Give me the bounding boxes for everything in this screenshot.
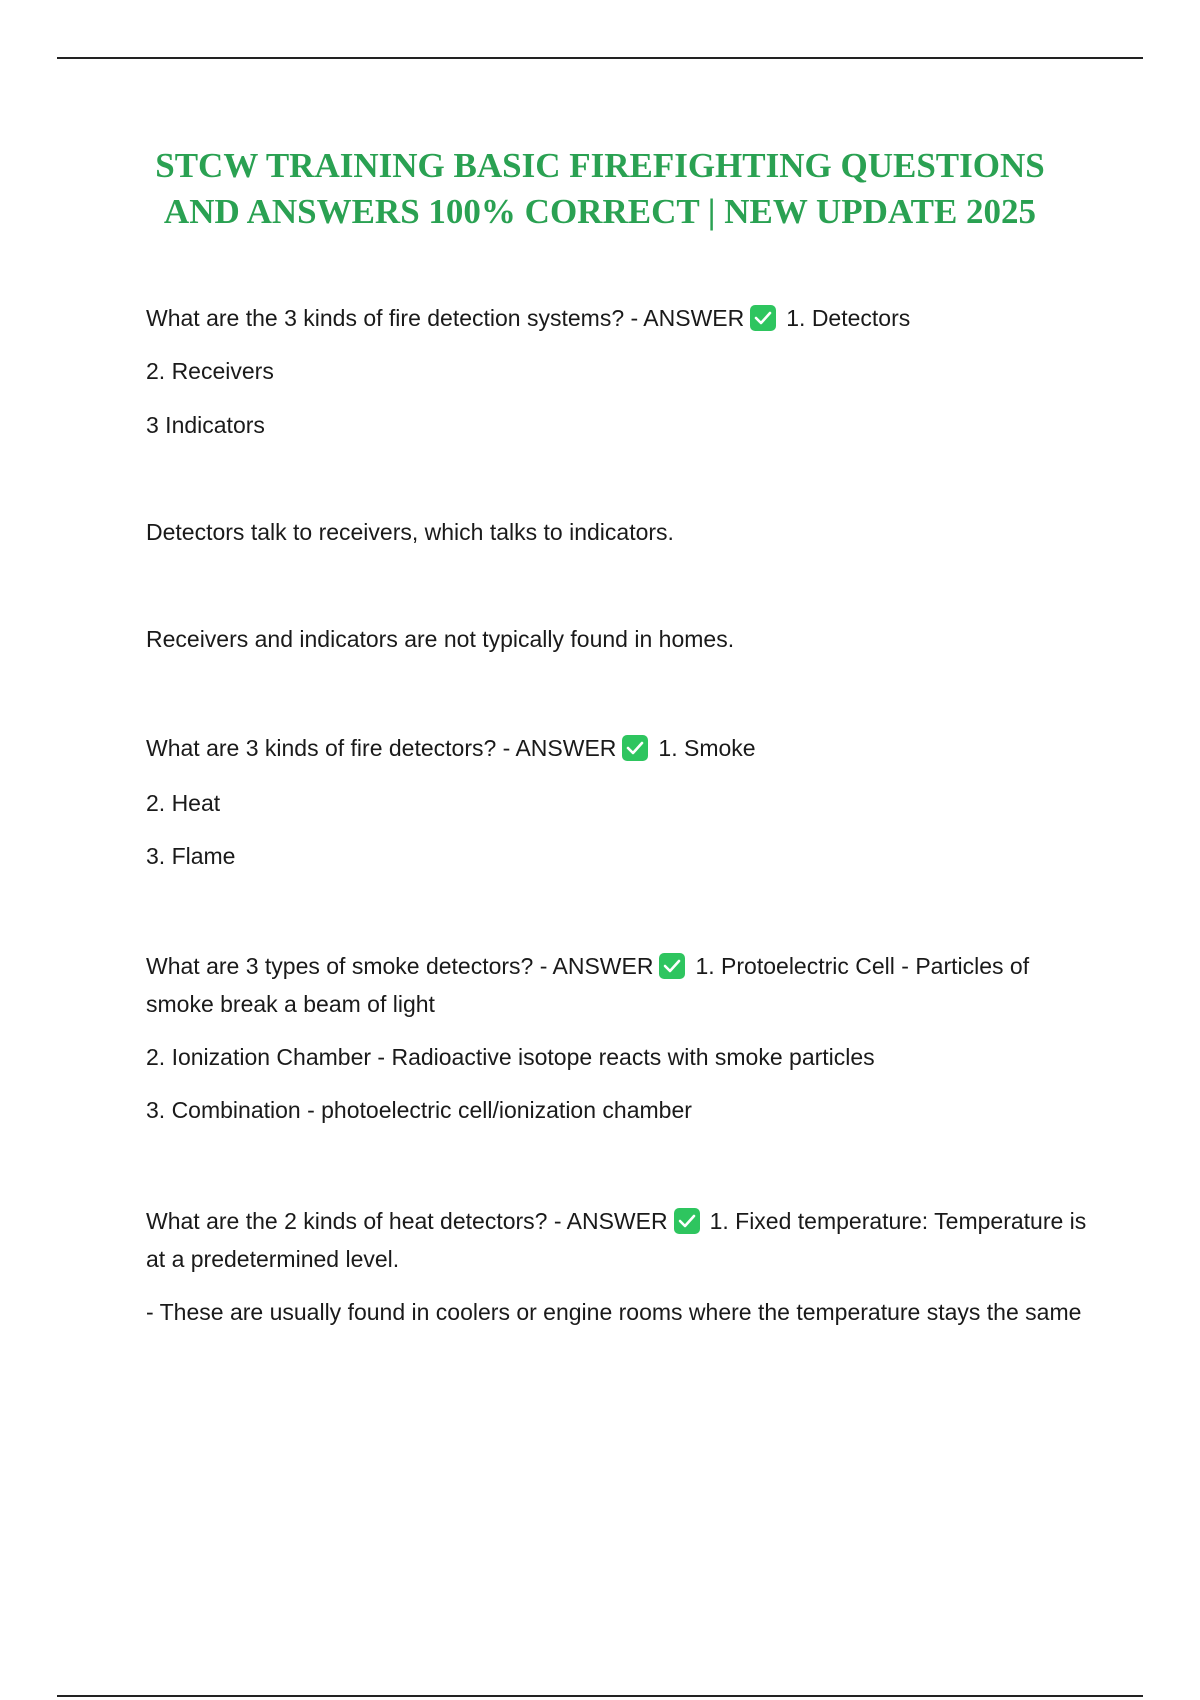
qa-2-answer: 1. Smoke: [658, 735, 756, 761]
qa-2-line-2: 3. Flame: [146, 843, 236, 869]
qa-3-line-1: 2. Ionization Chamber - Radioactive isotope reacts with smoke particles: [146, 1044, 875, 1070]
qa-4-question-line: [146, 1202, 1096, 1278]
qa-4-answer: 1. Fixed temperature: Temperature is at a predetermined level.: [146, 1208, 1087, 1272]
qa-2-line-1: 2. Heat: [146, 790, 221, 816]
qa-3-line-2: 3. Combination - photoelectric cell/ionization chamber: [146, 1097, 692, 1123]
check-mark-icon: [622, 735, 648, 761]
top-rule: [57, 57, 1143, 59]
qa-4-line-1: - These are usually found in coolers or engine rooms where the temperature stays the same: [146, 1299, 1082, 1325]
qa-2-question-line: [146, 729, 1096, 767]
check-mark-icon: [659, 953, 685, 979]
check-mark-icon: [674, 1208, 700, 1234]
qa-3-question-line: [146, 947, 1096, 1023]
qa-1-line-3: Detectors talk to receivers, which talks to indicators.: [146, 519, 674, 545]
qa-1-answer: 1. Detectors: [786, 305, 911, 331]
qa-1-line-4: Receivers and indicators are not typically found in homes.: [146, 626, 735, 652]
qa-3-question: What are 3 types of smoke detectors? - ANSWER: [146, 953, 654, 979]
check-mark-icon: [750, 305, 776, 331]
title-line-2: AND ANSWERS 100% CORRECT | NEW UPDATE 2025: [163, 192, 1037, 231]
qa-3-answer: 1. Protoelectric Cell - Particles of smoke break a beam of light: [146, 953, 1030, 1017]
qa-2-question: What are 3 kinds of fire detectors? - ANSWER: [146, 735, 617, 761]
title-line-1: STCW TRAINING BASIC FIREFIGHTING QUESTIONS: [155, 146, 1045, 185]
qa-1-line-2: 3 Indicators: [146, 412, 265, 438]
qa-1-line-1: 2. Receivers: [146, 358, 274, 384]
qa-4-question: What are the 2 kinds of heat detectors? - ANSWER: [146, 1208, 668, 1234]
qa-1-question-line: [146, 299, 1096, 337]
bottom-rule: [57, 1695, 1143, 1697]
qa-1-question: What are the 3 kinds of fire detection systems? - ANSWER: [146, 305, 745, 331]
document-title: [100, 143, 1100, 235]
